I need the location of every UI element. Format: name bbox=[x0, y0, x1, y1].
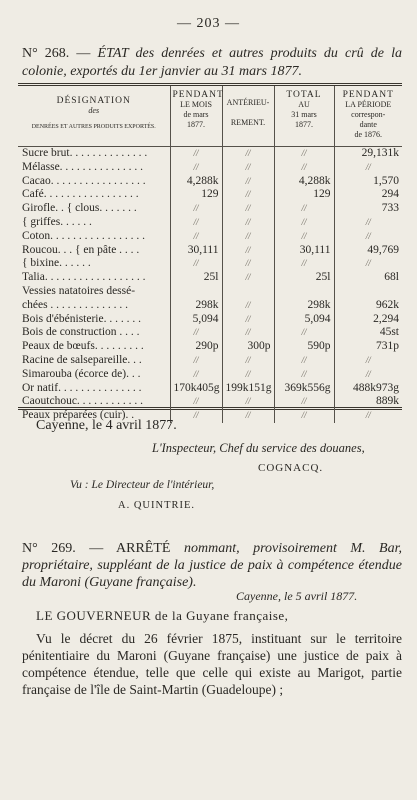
document-heading: ÉTAT des denrées et autres produits du crû de la colonie, exportés du 1er janvier au 31 mars 1877. bbox=[22, 46, 402, 79]
value-cell: // bbox=[274, 202, 334, 216]
value-cell: // bbox=[334, 230, 402, 244]
value-cell: // bbox=[334, 354, 402, 368]
value-cell: 45st bbox=[334, 326, 402, 340]
product-name-cell: Cacao. . . . . . . . . . . . . . . . . bbox=[22, 174, 146, 187]
product-name-cell: Racine de salsepareille. . . bbox=[22, 353, 142, 366]
value-cell: // bbox=[170, 409, 222, 423]
value-cell: // bbox=[222, 147, 274, 161]
inspector-title: L'Inspecteur, Chef du service des douanes, bbox=[152, 441, 365, 455]
product-name-cell: Sucre brut. . . . . . . . . . . . . . bbox=[22, 147, 148, 159]
value-cell: // bbox=[274, 230, 334, 244]
value-cell: // bbox=[170, 147, 222, 161]
value-cell: 129 bbox=[170, 188, 222, 202]
value-cell: 294 bbox=[334, 188, 402, 202]
product-name-cell: Café. . . . . . . . . . . . . . . . . bbox=[22, 188, 139, 201]
arrete-number: N° 269. — ARRÊTÉ bbox=[22, 541, 184, 556]
value-cell: // bbox=[170, 395, 222, 409]
value-cell: // bbox=[222, 271, 274, 285]
value-cell: // bbox=[222, 175, 274, 189]
table-row bbox=[18, 340, 402, 354]
document-number: N° 268. — bbox=[22, 46, 98, 61]
product-name-cell: { griffes. . . . . . bbox=[22, 215, 92, 228]
value-cell: 962k bbox=[334, 299, 402, 313]
table-row bbox=[18, 326, 402, 340]
value-cell: 49,769 bbox=[334, 244, 402, 258]
value-cell: // bbox=[170, 326, 222, 340]
header-month: PENDANT LE MOIS de mars 1877. bbox=[170, 86, 222, 147]
table-row bbox=[18, 161, 402, 175]
value-cell: // bbox=[274, 326, 334, 340]
value-cell: 889k bbox=[334, 395, 402, 409]
value-cell: // bbox=[222, 257, 274, 271]
value-cell: 590p bbox=[274, 340, 334, 354]
product-name-cell: Mélasse. . . . . . . . . . . . . . . bbox=[22, 160, 144, 173]
value-cell: // bbox=[170, 216, 222, 230]
value-cell: 30,111 bbox=[170, 244, 222, 258]
product-name-cell: Peaux de bœufs. . . . . . . . . bbox=[22, 340, 144, 353]
export-stats-table bbox=[18, 86, 402, 423]
value-cell: // bbox=[274, 161, 334, 175]
product-name-cell: Coton. . . . . . . . . . . . . . . . . bbox=[22, 229, 145, 242]
table-row bbox=[18, 285, 402, 299]
product-name-cell: Simarouba (écorce de). . . bbox=[22, 367, 141, 380]
value-cell: 298k bbox=[274, 299, 334, 313]
value-cell: 369k556g bbox=[274, 382, 334, 396]
product-name-cell: Caoutchouc. . . . . . . . . . . . bbox=[22, 395, 144, 408]
value-cell: 30,111 bbox=[274, 244, 334, 258]
value-cell: // bbox=[170, 202, 222, 216]
value-cell: // bbox=[222, 202, 274, 216]
value-cell: // bbox=[334, 161, 402, 175]
value-cell: // bbox=[222, 313, 274, 327]
table-row bbox=[18, 202, 402, 216]
value-cell: // bbox=[274, 147, 334, 161]
arrete-heading bbox=[22, 540, 402, 591]
value-cell: // bbox=[334, 409, 402, 423]
table-row bbox=[18, 313, 402, 327]
table-header-row bbox=[18, 86, 402, 147]
table-row bbox=[18, 216, 402, 230]
inspector-name: COGNACQ. bbox=[258, 462, 324, 474]
table-row bbox=[18, 244, 402, 258]
header-designation: DÉSIGNATION des DENRÉES ET AUTRES PRODUITS EXPORTÉS. bbox=[18, 86, 170, 147]
value-cell: // bbox=[274, 216, 334, 230]
value-cell: // bbox=[334, 216, 402, 230]
header-previous: ANTÉRIEU- REMENT. bbox=[222, 86, 274, 147]
value-cell: 1,570 bbox=[334, 175, 402, 189]
value-cell: // bbox=[334, 368, 402, 382]
value-cell: 300p bbox=[222, 340, 274, 354]
value-cell bbox=[334, 285, 402, 299]
value-cell bbox=[222, 285, 274, 299]
product-name-cell: Or natif. . . . . . . . . . . . . . . bbox=[22, 381, 142, 394]
table-row bbox=[18, 368, 402, 382]
product-name-cell: chées . . . . . . . . . . . . . . bbox=[22, 298, 129, 311]
value-cell: // bbox=[222, 216, 274, 230]
value-cell: // bbox=[170, 368, 222, 382]
value-cell: // bbox=[222, 188, 274, 202]
value-cell: // bbox=[170, 230, 222, 244]
value-cell: 5,094 bbox=[274, 313, 334, 327]
product-name-cell: { bixine. . . . . . bbox=[22, 257, 91, 270]
table-row bbox=[18, 395, 402, 409]
header-prior-period: PENDANT LA PÉRIODE correspon- dante de 1876. bbox=[334, 86, 402, 147]
value-cell: // bbox=[222, 161, 274, 175]
director-approval: Vu : Le Directeur de l'intérieur, bbox=[70, 479, 215, 491]
value-cell: 731p bbox=[334, 340, 402, 354]
value-cell: 290p bbox=[170, 340, 222, 354]
director-name: A. QUINTRIE. bbox=[118, 500, 196, 511]
value-cell: // bbox=[222, 368, 274, 382]
value-cell: 298k bbox=[170, 299, 222, 313]
value-cell: 5,094 bbox=[170, 313, 222, 327]
value-cell: // bbox=[222, 230, 274, 244]
signoff-date: Cayenne, le 4 avril 1877. bbox=[36, 418, 177, 433]
table-row bbox=[18, 354, 402, 368]
value-cell: // bbox=[170, 354, 222, 368]
value-cell: 4,288k bbox=[170, 175, 222, 189]
arrete-title: nommant, provisoirement M. Bar, propriétaire, suppléant de la justice de paix à compétence étendue du Maroni (Guyane française). bbox=[22, 541, 402, 590]
value-cell: 488k973g bbox=[334, 382, 402, 396]
value-cell: // bbox=[274, 409, 334, 423]
table-row bbox=[18, 271, 402, 285]
product-name-cell: Peaux préparées (cuir). . bbox=[22, 409, 135, 422]
product-name-cell: Talia. . . . . . . . . . . . . . . . . . bbox=[22, 271, 146, 284]
value-cell: 129 bbox=[274, 188, 334, 202]
value-cell: // bbox=[334, 257, 402, 271]
value-cell: 199k151g bbox=[222, 382, 274, 396]
value-cell: 2,294 bbox=[334, 313, 402, 327]
value-cell: // bbox=[274, 395, 334, 409]
value-cell: 733 bbox=[334, 202, 402, 216]
table-row bbox=[18, 382, 402, 396]
export-table bbox=[18, 83, 402, 422]
document-title bbox=[22, 45, 402, 81]
governor-line: LE GOUVERNEUR de la Guyane française, bbox=[36, 608, 289, 623]
value-cell bbox=[170, 285, 222, 299]
value-cell: // bbox=[222, 326, 274, 340]
value-cell: // bbox=[274, 354, 334, 368]
value-cell: // bbox=[222, 299, 274, 313]
value-cell: // bbox=[274, 368, 334, 382]
value-cell: // bbox=[222, 354, 274, 368]
value-cell: // bbox=[170, 257, 222, 271]
table-row bbox=[18, 188, 402, 202]
value-cell: 29,131k bbox=[334, 147, 402, 161]
value-cell: // bbox=[274, 257, 334, 271]
header-total: TOTAL AU 31 mars 1877. bbox=[274, 86, 334, 147]
table-row bbox=[18, 175, 402, 189]
value-cell: // bbox=[222, 395, 274, 409]
table-row bbox=[18, 257, 402, 271]
value-cell: 170k405g bbox=[170, 382, 222, 396]
decree-paragraph: Vu le décret du 26 février 1875, instituant sur le territoire pénitentiaire du Maroni (Guyane française) une justice de paix à compétence étendue, telle que celle qui existe au Marigot, partie française de l'île de Saint-Martin (Guadeloupe) ; bbox=[22, 631, 402, 697]
table-row bbox=[18, 299, 402, 313]
arrete-date: Cayenne, le 5 avril 1877. bbox=[236, 589, 358, 603]
value-cell: // bbox=[222, 409, 274, 423]
value-cell: 68l bbox=[334, 271, 402, 285]
value-cell: 4,288k bbox=[274, 175, 334, 189]
product-name-cell: Bois d'ébénisterie. . . . . . . bbox=[22, 312, 141, 325]
page-number: — 203 — bbox=[177, 16, 240, 31]
table-row bbox=[18, 147, 402, 161]
value-cell: // bbox=[170, 161, 222, 175]
value-cell: 25l bbox=[170, 271, 222, 285]
product-name-cell: Vessies natatoires dessé- bbox=[22, 284, 136, 297]
product-name-cell: Girofle. . { clous. . . . . . . bbox=[22, 202, 137, 215]
value-cell: 25l bbox=[274, 271, 334, 285]
value-cell bbox=[274, 285, 334, 299]
value-cell: // bbox=[222, 244, 274, 258]
product-name-cell: Roucou. . . { en pâte . . . . bbox=[22, 243, 140, 256]
product-name-cell: Bois de construction . . . . bbox=[22, 326, 140, 339]
table-row bbox=[18, 230, 402, 244]
